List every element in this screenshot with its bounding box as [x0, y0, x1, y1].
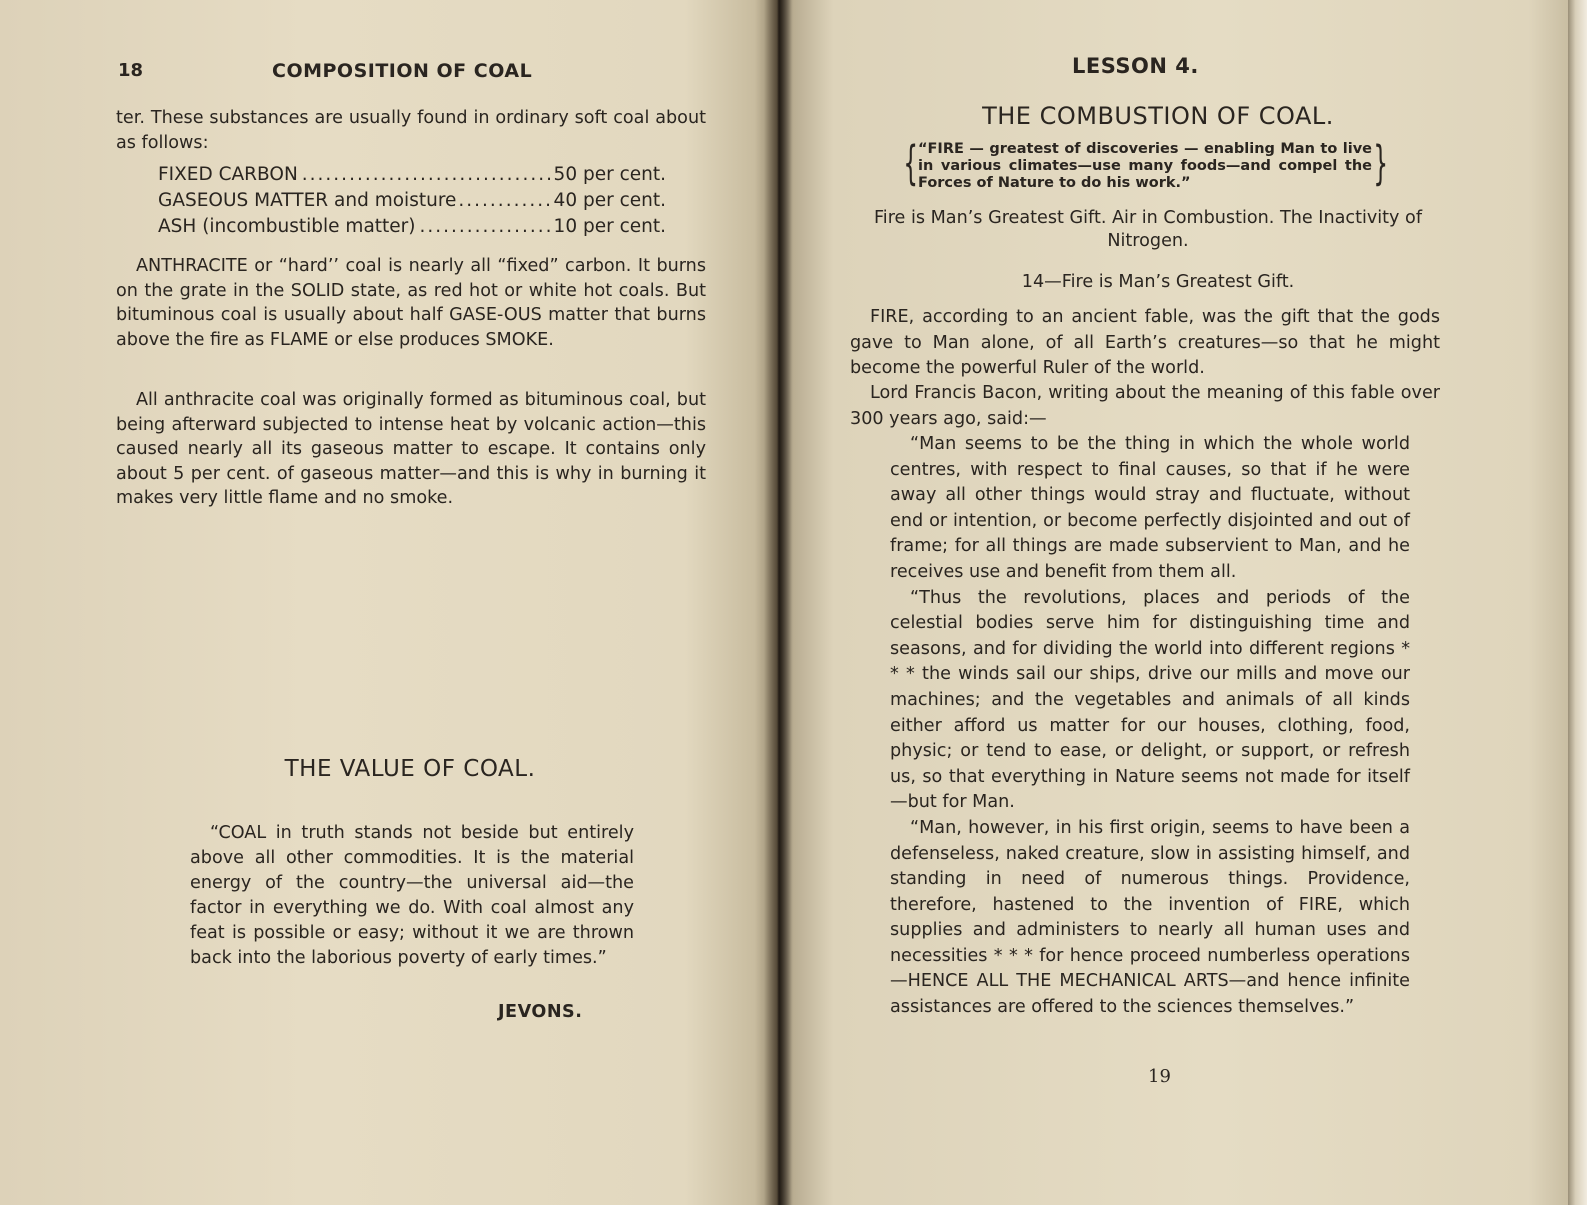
composition-value: 40 per cent.	[553, 190, 666, 211]
quote-paragraph-2: “Thus the revolutions, places and periods of the celestial bodies serve him for distinguishing time and seasons, and for dividing the world into different regions * * * the winds sail our ships, drive our mills and move our machines; and the vegetables and animals of all kinds either afford us matter for our houses, clothing, food, physic; or tend to ease, or delight, or support, or refresh us, so that everything in Nature seems not made for itself—but for Man.	[890, 587, 1410, 813]
running-head: COMPOSITION OF COAL	[272, 60, 533, 82]
composition-row	[158, 162, 666, 188]
leader-dots	[302, 162, 550, 188]
section-heading: 14—Fire is Man’s Greatest Gift.	[1021, 272, 1295, 292]
anthracite-paragraph: ANTHRACITE or “hard’’ coal is nearly all “fixed” carbon. It burns on the grate in the SOLID state, as red hot or white hot coals. But bituminous coal is usually about half GASE-OUS matter that burns above the fire as FLAME or else produces SMOKE.	[116, 256, 706, 350]
left-page-number: 18	[118, 60, 144, 81]
composition-value: 50 per cent.	[553, 164, 666, 185]
composition-row	[158, 188, 666, 214]
epigraph: “FIRE — greatest of discoveries — enabling Man to live in various climates—use many foods—and compel the Forces of Nature to do his work.”	[918, 141, 1372, 191]
bacon-paragraph: Lord Francis Bacon, writing about the meaning of this fable over 300 years ago, said:—	[850, 383, 1440, 429]
book-gutter	[764, 0, 792, 1205]
composition-value: 10 per cent.	[553, 216, 666, 237]
origin-paragraph: All anthracite coal was originally formed as bituminous coal, but being afterward subjected to intense heat by volcanic action—this caused nearly all its gaseous matter to escape. It contains only about 5 per cent. of gaseous matter—and this is why in burning it makes very little flame and no smoke.	[116, 390, 706, 508]
composition-label: ASH (incombustible matter)	[158, 216, 416, 237]
intro-paragraph: ter. These substances are usually found in ordinary soft coal about as follows:	[116, 108, 706, 153]
lesson-title: THE COMBUSTION OF COAL.	[982, 102, 1334, 130]
composition-row	[158, 214, 666, 240]
composition-label: GASEOUS MATTER and moisture	[158, 190, 457, 211]
bacon-quote	[890, 432, 1410, 1021]
composition-label: FIXED CARBON	[158, 164, 298, 185]
right-brace: }	[1373, 136, 1388, 190]
leader-dots	[458, 188, 551, 214]
leader-dots	[420, 214, 550, 240]
quote-paragraph-3: “Man, however, in his first origin, seems to have been a defenseless, naked creature, slow in assisting himself, and standing in need of numerous things. Providence, therefore, hastened to the invention of FIRE, which supplies and administers to nearly all human uses and necessities * * * for hence proceed numberless operations—HENCE ALL THE MECHANICAL ARTS—and hence infinite assistances are offered to the sciences themselves.”	[890, 817, 1410, 1018]
left-page	[0, 0, 778, 1205]
composition-table	[158, 162, 666, 240]
quote-author: JEVONS.	[498, 1002, 583, 1022]
right-page-number: 19	[1148, 1066, 1171, 1087]
value-quote: “COAL in truth stands not beside but entirely above all other commodities. It is the material energy of the country—the universal aid—the factor in everything we do. With coal almost any feat is possible or easy; without it we are thrown back into the laborious poverty of early times.”	[190, 823, 634, 968]
left-brace: {	[903, 136, 918, 190]
value-title: THE VALUE OF COAL.	[284, 756, 536, 782]
lesson-label: LESSON 4.	[1072, 54, 1199, 78]
page-edge	[1568, 0, 1587, 1205]
quote-paragraph-1: “Man seems to be the thing in which the whole world centres, with respect to final causes, so that if he were away all other things would stray and fluctuate, without end or intention, or become perfectly disjointed and out of frame; for all things are made subservient to Man, and he receives use and benefit from them all.	[890, 434, 1410, 582]
right-page	[778, 0, 1568, 1205]
lesson-summary: Fire is Man’s Greatest Gift. Air in Combustion. The Inactivity of Nitrogen.	[873, 208, 1423, 251]
fable-paragraph: FIRE, according to an ancient fable, was the gift that the gods gave to Man alone, of all Earth’s creatures—so that he might become the powerful Ruler of the world.	[850, 307, 1440, 378]
